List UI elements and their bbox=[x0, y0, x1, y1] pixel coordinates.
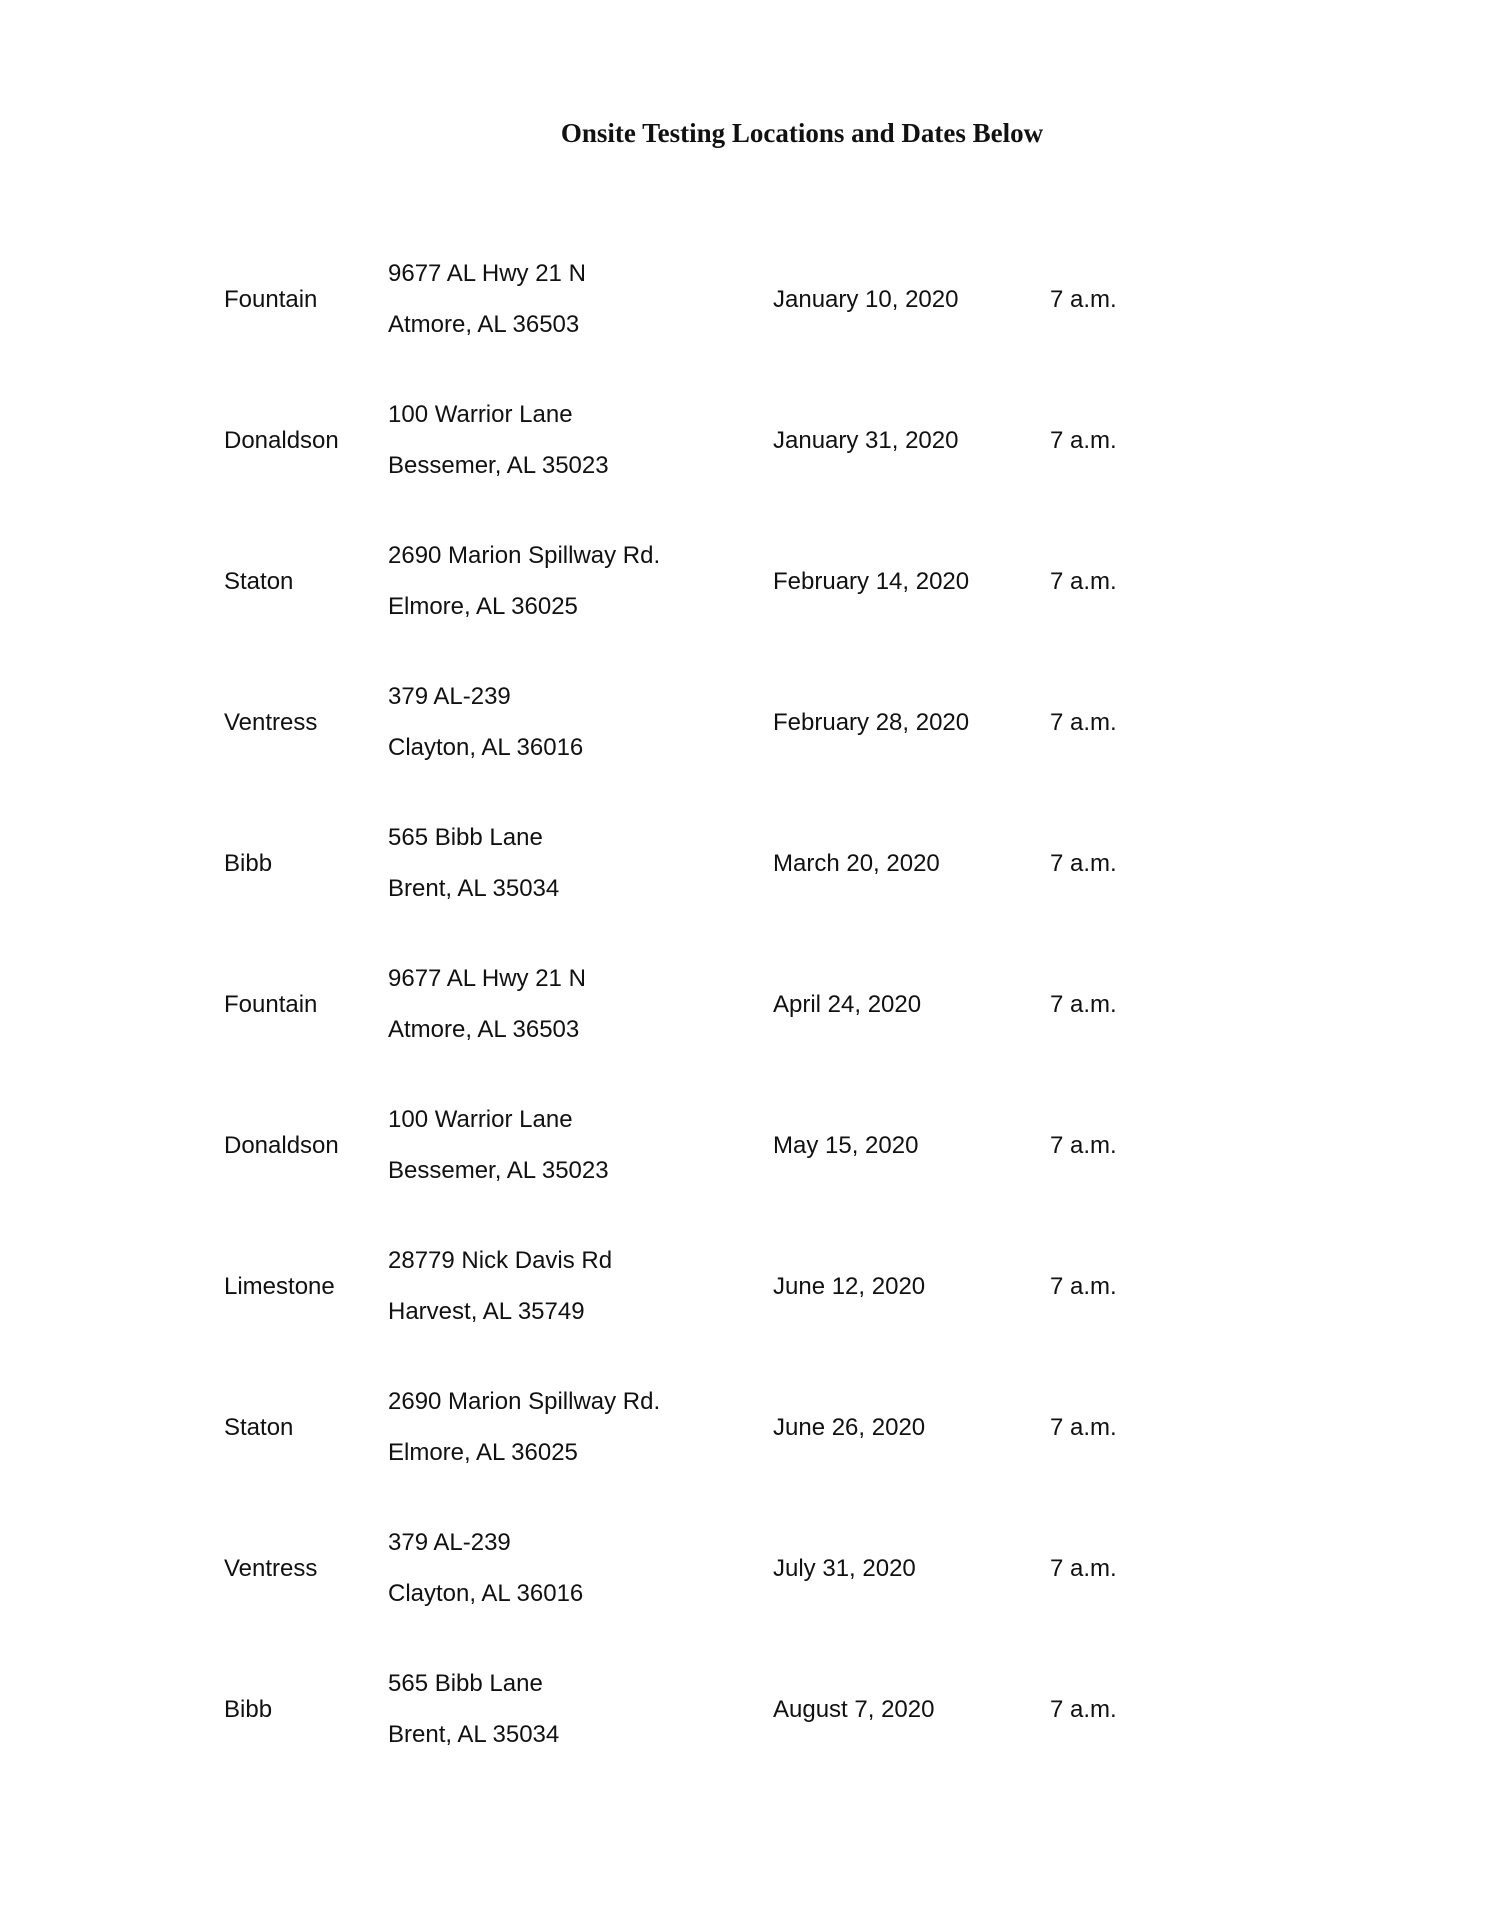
address-line-2: Bessemer, AL 35023 bbox=[388, 1157, 609, 1184]
address-line-1: 9677 AL Hwy 21 N bbox=[388, 260, 586, 287]
location-name: Bibb bbox=[224, 850, 273, 877]
testing-schedule bbox=[0, 254, 1488, 1805]
address-line-1: 2690 Marion Spillway Rd. bbox=[388, 542, 661, 569]
schedule-row bbox=[0, 959, 1488, 1100]
test-time: 7 a.m. bbox=[1050, 427, 1117, 454]
test-time: 7 a.m. bbox=[1050, 1696, 1117, 1723]
schedule-row bbox=[0, 1241, 1488, 1382]
address-line-2: Elmore, AL 36025 bbox=[388, 593, 578, 620]
test-date: January 10, 2020 bbox=[773, 286, 959, 313]
schedule-row bbox=[0, 818, 1488, 959]
test-date: February 28, 2020 bbox=[773, 709, 970, 736]
schedule-row bbox=[0, 536, 1488, 677]
test-date: June 26, 2020 bbox=[773, 1414, 926, 1441]
schedule-row bbox=[0, 395, 1488, 536]
schedule-row bbox=[0, 1100, 1488, 1241]
address-line-2: Brent, AL 35034 bbox=[388, 875, 560, 902]
test-date: May 15, 2020 bbox=[773, 1132, 919, 1159]
test-date: January 31, 2020 bbox=[773, 427, 959, 454]
location-name: Donaldson bbox=[224, 427, 339, 454]
location-name: Staton bbox=[224, 1414, 294, 1441]
address-line-1: 565 Bibb Lane bbox=[388, 1670, 543, 1697]
test-time: 7 a.m. bbox=[1050, 1273, 1117, 1300]
page-title: Onsite Testing Locations and Dates Below bbox=[560, 118, 1044, 148]
address-line-1: 379 AL-239 bbox=[388, 1529, 511, 1556]
test-date: June 12, 2020 bbox=[773, 1273, 926, 1300]
test-time: 7 a.m. bbox=[1050, 1555, 1117, 1582]
schedule-row bbox=[0, 1664, 1488, 1805]
schedule-row bbox=[0, 1523, 1488, 1664]
test-date: February 14, 2020 bbox=[773, 568, 970, 595]
address-line-1: 9677 AL Hwy 21 N bbox=[388, 965, 586, 992]
location-name: Bibb bbox=[224, 1696, 273, 1723]
address-line-2: Atmore, AL 36503 bbox=[388, 311, 580, 338]
test-time: 7 a.m. bbox=[1050, 286, 1117, 313]
test-time: 7 a.m. bbox=[1050, 1132, 1117, 1159]
test-time: 7 a.m. bbox=[1050, 850, 1117, 877]
location-name: Limestone bbox=[224, 1273, 335, 1300]
test-date: August 7, 2020 bbox=[773, 1696, 935, 1723]
schedule-row bbox=[0, 1382, 1488, 1523]
schedule-row bbox=[0, 254, 1488, 395]
test-time: 7 a.m. bbox=[1050, 1414, 1117, 1441]
location-name: Ventress bbox=[224, 709, 318, 736]
test-date: July 31, 2020 bbox=[773, 1555, 916, 1582]
location-name: Ventress bbox=[224, 1555, 318, 1582]
address-line-1: 2690 Marion Spillway Rd. bbox=[388, 1388, 661, 1415]
location-name: Staton bbox=[224, 568, 294, 595]
address-line-2: Clayton, AL 36016 bbox=[388, 734, 584, 761]
test-date: March 20, 2020 bbox=[773, 850, 940, 877]
test-time: 7 a.m. bbox=[1050, 709, 1117, 736]
address-line-2: Atmore, AL 36503 bbox=[388, 1016, 580, 1043]
address-line-1: 28779 Nick Davis Rd bbox=[388, 1247, 613, 1274]
address-line-2: Harvest, AL 35749 bbox=[388, 1298, 585, 1325]
address-line-2: Clayton, AL 36016 bbox=[388, 1580, 584, 1607]
address-line-1: 565 Bibb Lane bbox=[388, 824, 543, 851]
location-name: Donaldson bbox=[224, 1132, 339, 1159]
schedule-row bbox=[0, 677, 1488, 818]
address-line-1: 100 Warrior Lane bbox=[388, 1106, 573, 1133]
address-line-2: Bessemer, AL 35023 bbox=[388, 452, 609, 479]
test-date: April 24, 2020 bbox=[773, 991, 922, 1018]
address-line-2: Elmore, AL 36025 bbox=[388, 1439, 578, 1466]
location-name: Fountain bbox=[224, 991, 318, 1018]
address-line-1: 379 AL-239 bbox=[388, 683, 511, 710]
test-time: 7 a.m. bbox=[1050, 568, 1117, 595]
address-line-1: 100 Warrior Lane bbox=[388, 401, 573, 428]
location-name: Fountain bbox=[224, 286, 318, 313]
test-time: 7 a.m. bbox=[1050, 991, 1117, 1018]
address-line-2: Brent, AL 35034 bbox=[388, 1721, 560, 1748]
